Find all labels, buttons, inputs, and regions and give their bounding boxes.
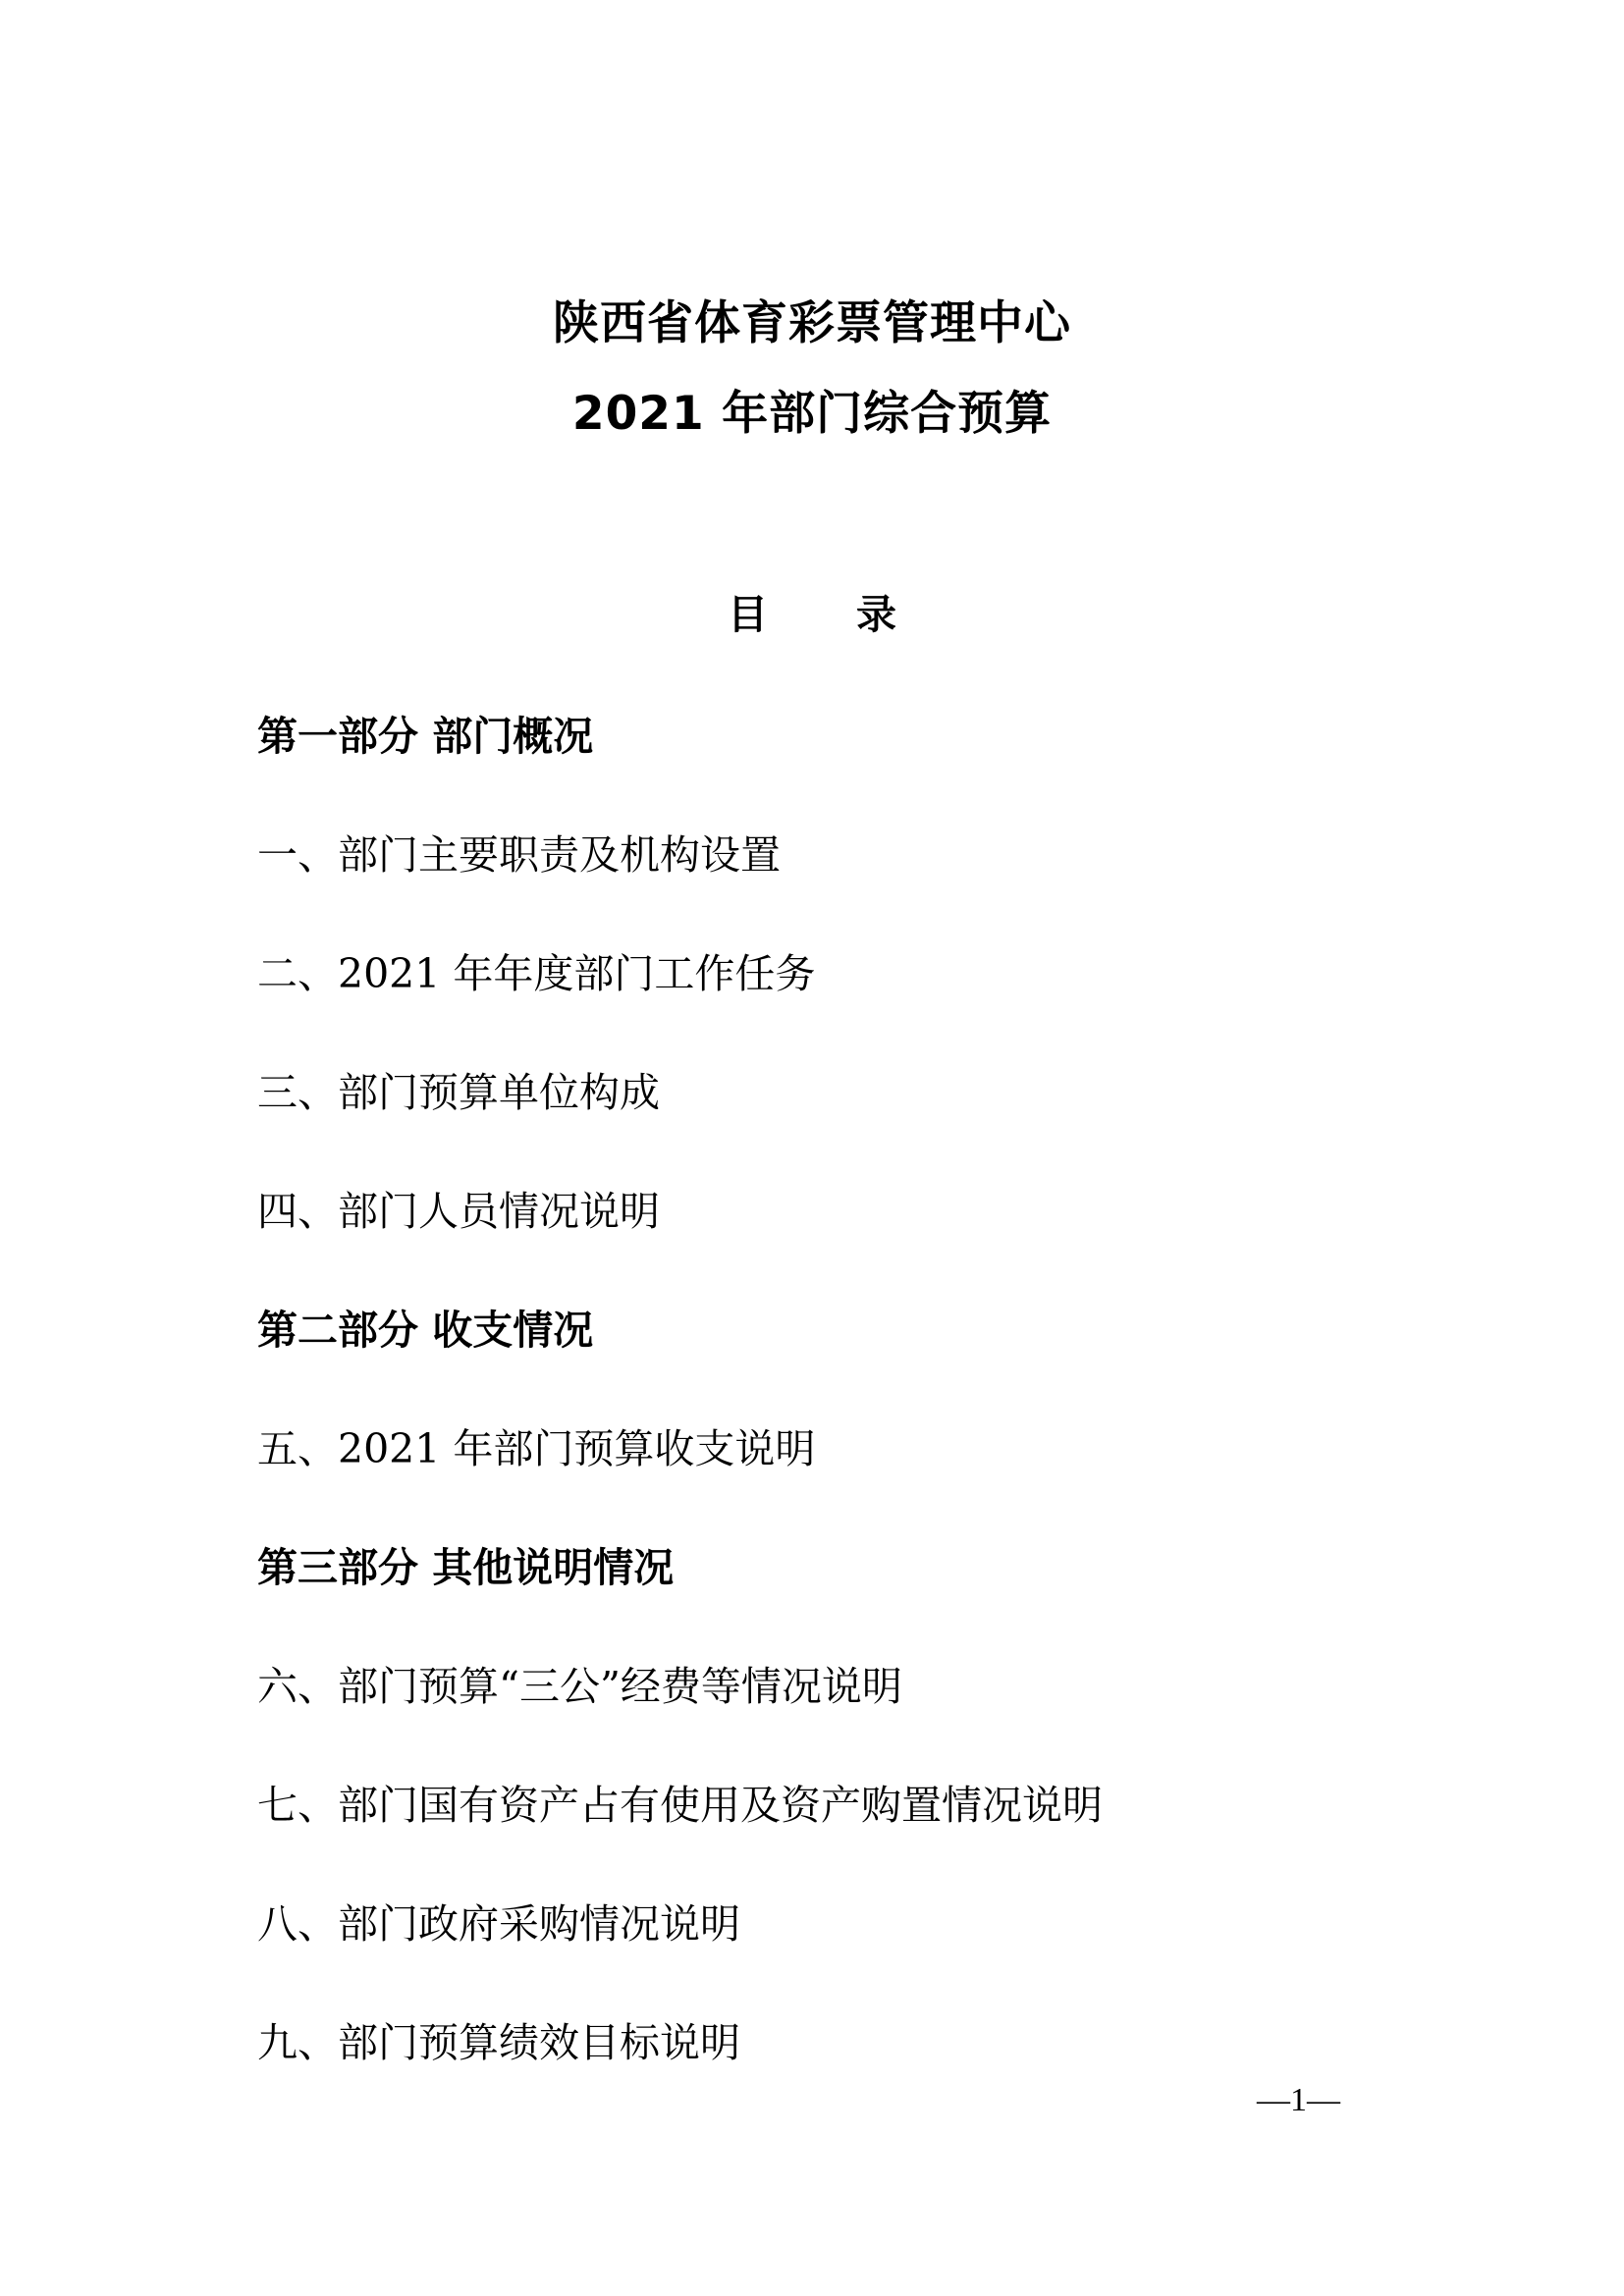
toc-item xyxy=(257,2015,740,2070)
toc-item xyxy=(257,1065,660,1120)
toc-item xyxy=(257,1421,815,1476)
toc-item xyxy=(257,1896,740,1951)
toc-item-text: 二、2021 年年度部门工作任务 xyxy=(257,950,816,997)
toc-item-text: 第二部分 收支情况 xyxy=(257,1307,594,1354)
toc-heading-right: 录 xyxy=(856,591,896,638)
toc-item-text: 一、部门主要职责及机构设置 xyxy=(257,831,781,879)
toc-item xyxy=(257,1184,660,1239)
toc-item xyxy=(257,1540,674,1595)
toc-item-text: 八、部门政府采购情况说明 xyxy=(257,1900,740,1948)
page-number: —1— xyxy=(1257,2082,1340,2118)
toc-heading-left: 目 xyxy=(728,591,768,638)
toc-item-text: 第三部分 其他说明情况 xyxy=(257,1544,675,1591)
document-title-line-2: 2021 年部门综合预算 xyxy=(571,387,1053,441)
toc-item-text: 九、部门预算绩效目标说明 xyxy=(257,2019,740,2066)
toc-item-text: 四、部门人员情况说明 xyxy=(257,1188,660,1235)
toc-item xyxy=(257,1303,593,1358)
toc-item xyxy=(257,709,593,764)
toc-item-text: 三、部门预算单位构成 xyxy=(257,1069,660,1116)
toc-item-text: 五、2021 年部门预算收支说明 xyxy=(257,1425,816,1472)
toc-item-text: 六、部门预算“三公”经费等情况说明 xyxy=(257,1663,902,1710)
toc-item xyxy=(257,828,781,882)
document-title-line-1: 陕西省体育彩票管理中心 xyxy=(553,296,1071,350)
toc-item xyxy=(257,1659,902,1714)
toc-item-text: 七、部门国有资产占有使用及资产购置情况说明 xyxy=(257,1782,1103,1829)
toc-item xyxy=(257,946,815,1001)
toc-item xyxy=(257,1778,1103,1833)
toc-heading xyxy=(0,587,1624,642)
toc-item-text: 第一部分 部门概况 xyxy=(257,713,594,760)
